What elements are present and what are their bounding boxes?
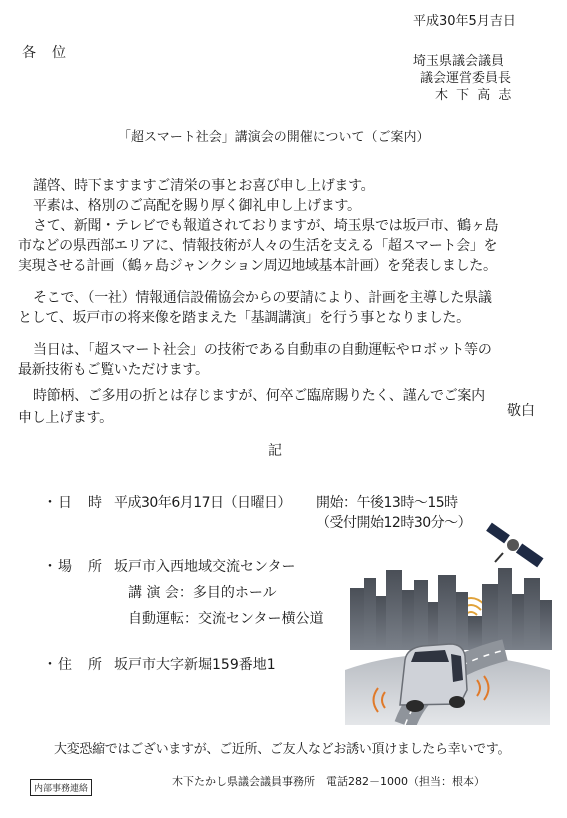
office-contact: 木下たかし県議会議員事務所 電話282－1000（担当：根本）: [172, 775, 485, 788]
address-label: ・住 所: [43, 657, 103, 673]
footer-note: 大変恐縮ではございますが、ご近所、ご友人などお誘い頂けましたら幸いです。: [54, 742, 511, 757]
datetime-reception: （受付開始12時30分～）: [316, 515, 472, 531]
body-line: 当日は、「超スマート社会」の技術である自動車の自動運転やロボット等の: [33, 342, 492, 358]
city-skyline: [350, 568, 552, 650]
datetime-label: ・日 時: [43, 495, 103, 511]
document-title: 「超スマート社会」講演会の開催について（ご案内）: [118, 130, 430, 145]
datetime-start: 開始：午後13時～15時: [316, 495, 458, 511]
ki-heading: 記: [268, 443, 282, 459]
place-value: 坂戸市入西地域交流センター: [114, 559, 296, 575]
self-driving-car-icon: [400, 644, 467, 712]
body-line: そこで、（一社）情報通信設備協会からの要請により、計画を主導した県議: [33, 290, 492, 306]
body-line: 謹啓、時下ますますご清栄の事とお喜び申し上げます。: [33, 178, 375, 194]
body-line: 申し上げます。: [18, 410, 113, 426]
place-lecture: 講 演 会：多目的ホール: [128, 585, 277, 601]
body-line: 最新技術もご覧いただけます。: [18, 362, 209, 378]
body-line: 市などの県西部エリアに、情報技術が人々の生活を支える「超スマート会」を: [18, 238, 498, 254]
body-line: 時節柄、ご多用の折とは存じますが、何卒ご臨席賜りたく、謹んでご案内: [33, 388, 485, 404]
body-line: さて、新聞・テレビでも報道されておりますが、埼玉県では坂戸市、鶴ヶ島: [33, 218, 499, 234]
place-label: ・場 所: [43, 559, 103, 575]
sender-name: 木 下 高 志: [435, 88, 514, 103]
body-line: として、坂戸市の将来像を踏まえた「基調講演」を行う事となりました。: [18, 310, 470, 326]
body-line: 平素は、格別のご高配を賜り厚く御礼申し上げます。: [33, 198, 361, 214]
document-date: 平成30年5月吉日: [413, 14, 516, 29]
datetime-date: 平成30年6月17日（日曜日）: [114, 495, 292, 511]
place-driving: 自動運転：交流センター横公道: [128, 611, 324, 627]
body-line: 実現させる計画（鶴ヶ島ジャンクション周辺地域基本計画）を発表しました。: [18, 258, 497, 274]
internal-stamp: 内部事務連絡: [30, 779, 92, 796]
address-value: 坂戸市大字新堀159番地1: [114, 657, 276, 673]
smart-city-illustration: [345, 520, 555, 725]
sender-position: 議会運営委員長: [420, 71, 512, 86]
satellite-icon: [486, 523, 543, 568]
closing-keihaku: 敬白: [507, 403, 535, 419]
recipient: 各 位: [22, 45, 67, 61]
sender-org: 埼玉県議会議員: [413, 54, 505, 69]
